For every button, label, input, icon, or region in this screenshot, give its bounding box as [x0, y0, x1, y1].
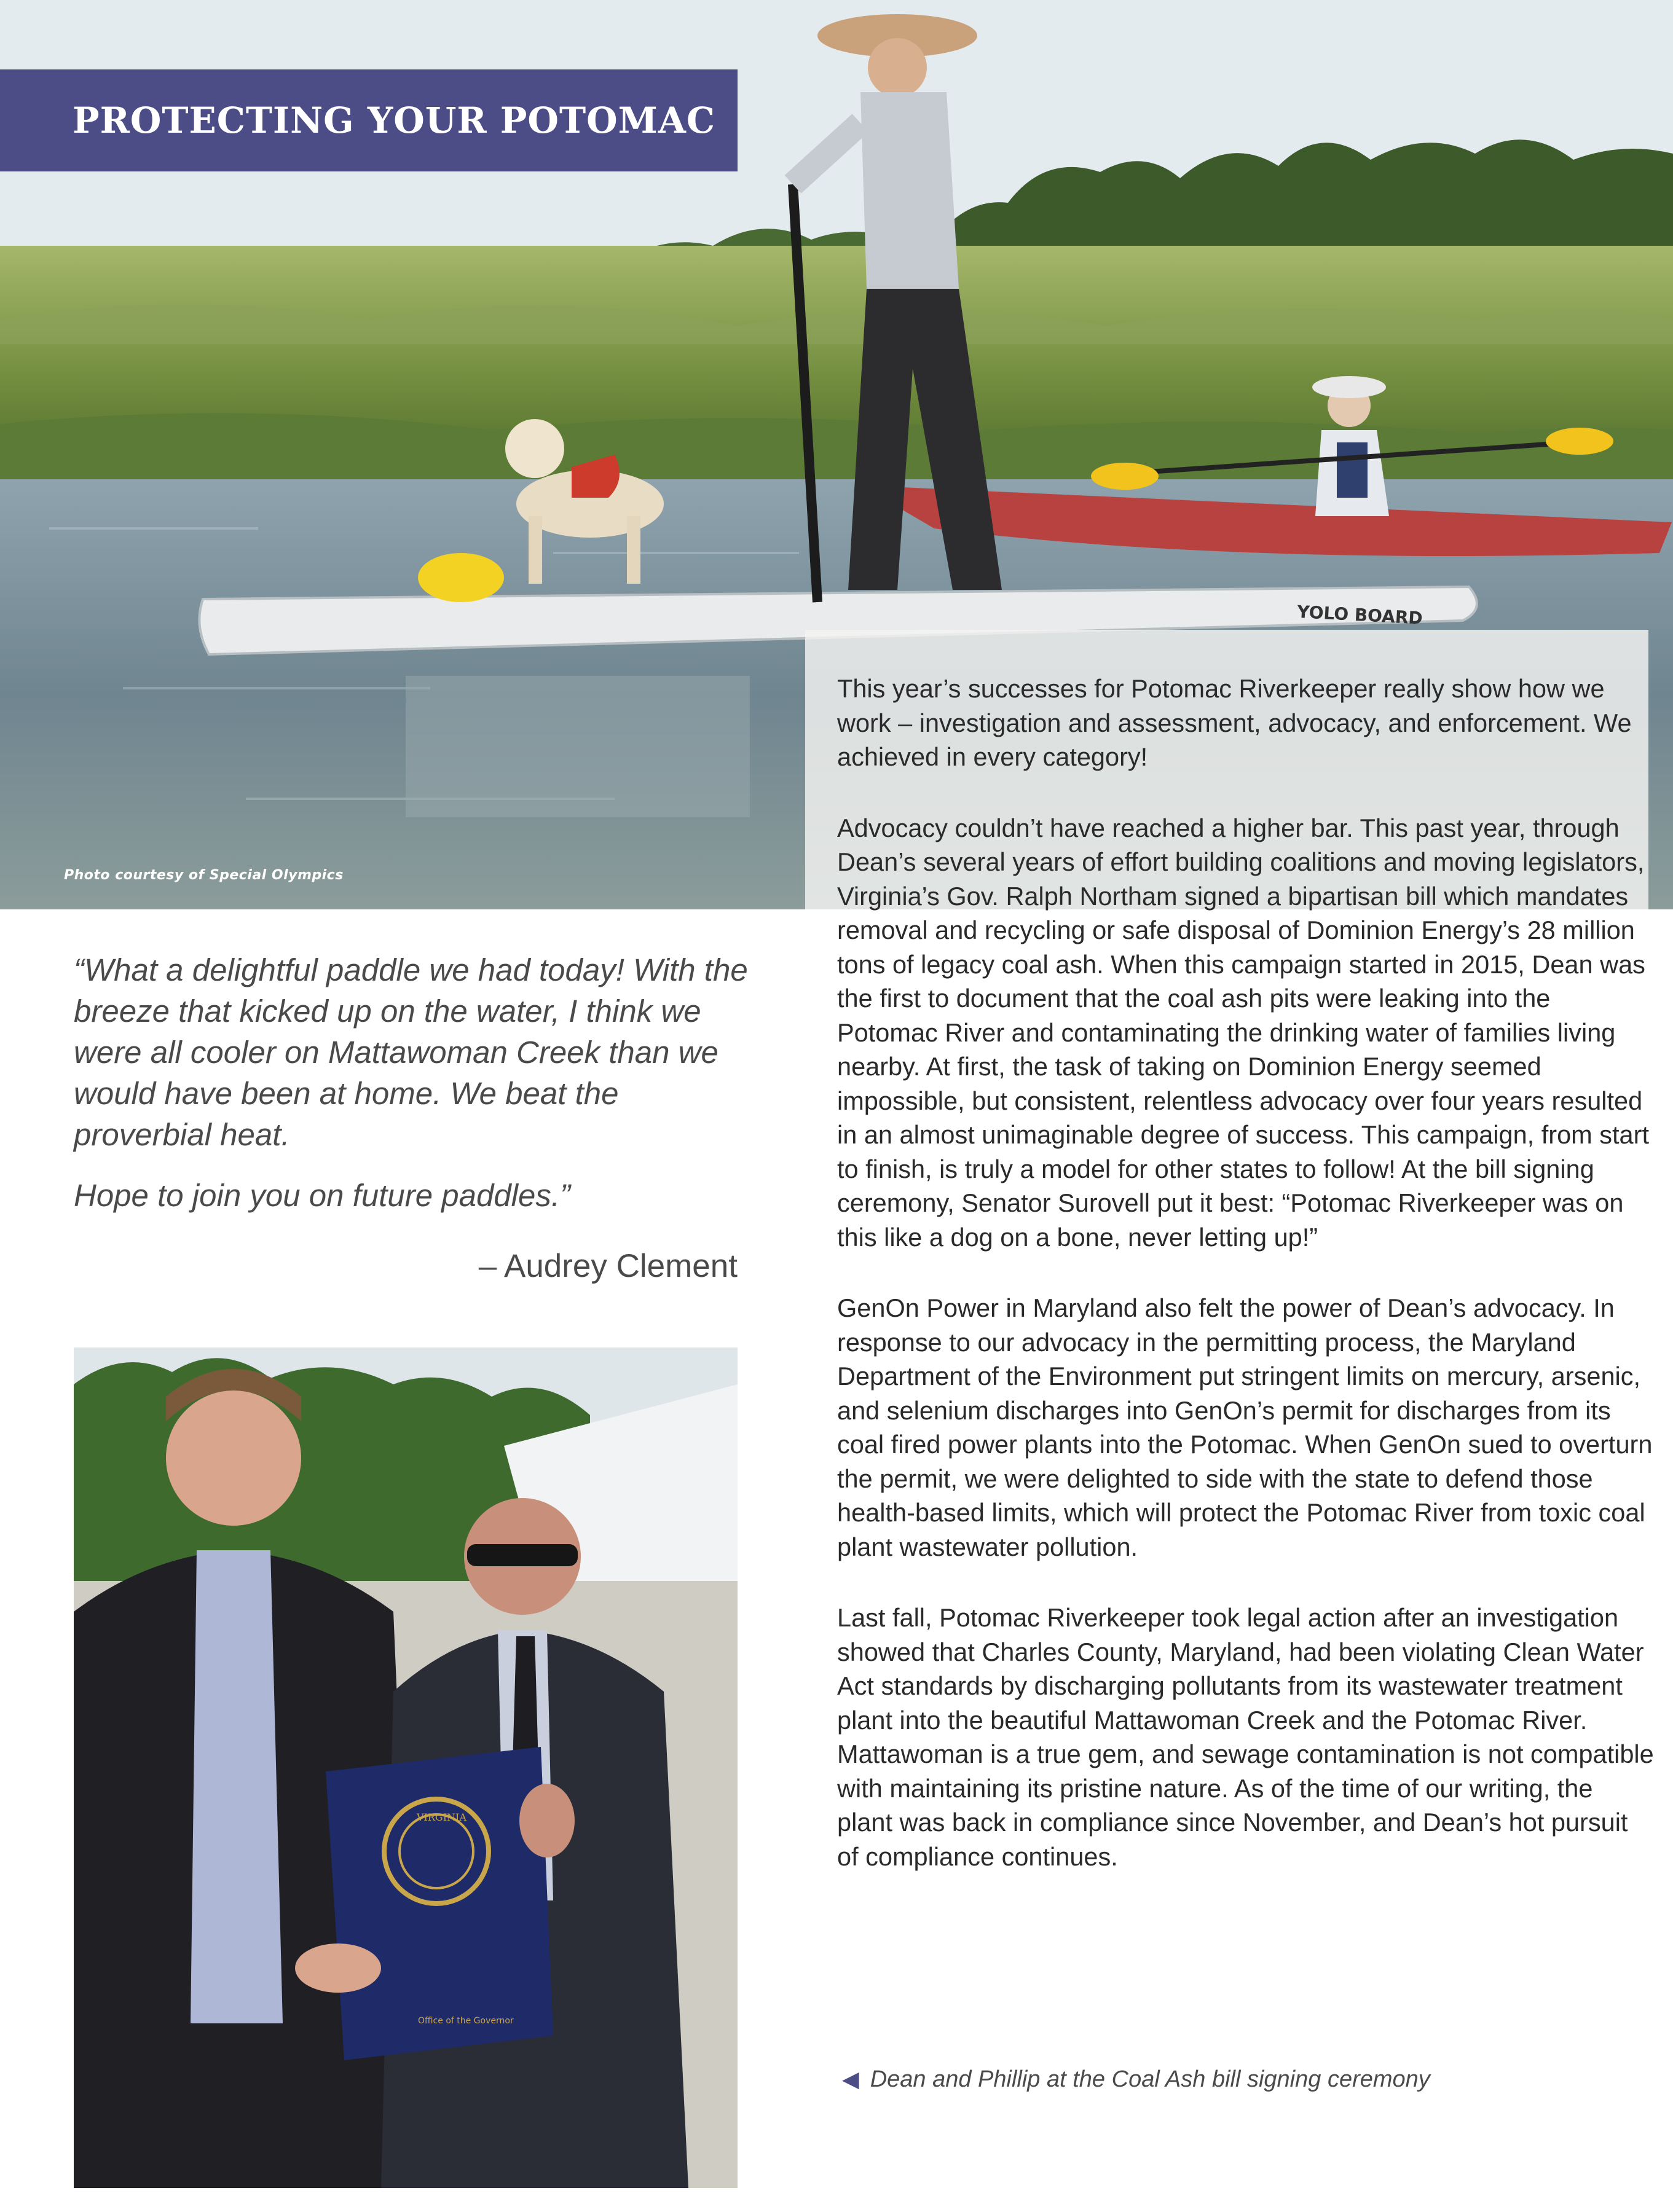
article-paragraph: Last fall, Potomac Riverkeeper took legal action after an investigation showed that Charles County, Maryland, had been violating Clean Water Act standards by discharging pollutants from its wastewater treatment plant into the beautiful Mattawoman Creek and the Potomac River. Mattawoman is a true gem, and sewage contamination is not compatible with maintaining its pristine nature. As of the time of our writing, the plant was back in compliance since November, and Dean’s hot pursuit of compliance continues.: [837, 1603, 1654, 1871]
article-paragraph: This year’s successes for Potomac Riverkeeper really show how we work – investigation and assessment, advocacy, and enforcement. We achieved in every category!: [837, 674, 1632, 771]
folder-label: Office of the Governor: [418, 2016, 514, 2026]
caption-text: Dean and Phillip at the Coal Ash bill signing ceremony: [870, 2066, 1430, 2092]
section-banner: [0, 69, 738, 171]
photo-credit: Photo courtesy of Special Olympics: [64, 868, 344, 883]
arrow-left-icon: ◀: [842, 2066, 859, 2092]
ceremony-photo: [74, 1347, 738, 2188]
board-label: YOLO BOARD: [1296, 602, 1423, 629]
seal-text: VIRGINIA: [417, 1811, 466, 1823]
quote-text: Hope to join you on future paddles.”: [74, 1178, 571, 1213]
pull-quote: [74, 949, 750, 1236]
article-paragraph: Advocacy couldn’t have reached a higher bar. This past year, through Dean’s several years of effort building coalitions and moving legislators, Virginia’s Gov. Ralph Northam signed a bipartisan bill which mandates removal and recycling or safe disposal of Dominion Energy’s 28 million tons of legacy coal ash. When this campaign started in 2015, Dean was the first to document that the coal ash pits were leaking into the Potomac River and contaminating the drinking water of families living nearby. At first, the task of taking on Dominion Energy seemed impossible, but consistent, relentless advocacy over four years resulted in an almost unimaginable degree of success. This campaign, from start to finish, is truly a model for other states to follow! At the bill signing ceremony, Senator Surovell put it best: “Potomac Riverkeeper was on this like a dog on a bone, never letting up!”: [837, 813, 1649, 1252]
paddler: [860, 92, 959, 289]
quote-author: – Audrey Clement: [478, 1248, 738, 1284]
ceremony-photo-illustration: [74, 1347, 738, 2188]
article-paragraph: GenOn Power in Maryland also felt the power of Dean’s advocacy. In response to our advocacy in the permitting process, the Maryland Department of the Environment put stringent limits on mercury, arsenic, and selenium discharges into GenOn’s permit for discharges from its coal fired power plants into the Potomac. When GenOn sued to overturn the permit, we were delighted to side with the state to defend those health-based limits, which will protect the Potomac River from toxic coal plant wastewater pollution.: [837, 1293, 1653, 1561]
photo-caption: [842, 2066, 1430, 2093]
quote-text: “What a delightful paddle we had today! With the breeze that kicked up on the water, I think we were all cooler on Mattawoman Creek than we would have been at home. We beat the proverbial heat.: [74, 952, 748, 1152]
page-title: PROTECTING YOUR POTOMAC: [73, 100, 715, 141]
article-body: [805, 630, 1654, 1910]
left-man: [166, 1390, 301, 1526]
